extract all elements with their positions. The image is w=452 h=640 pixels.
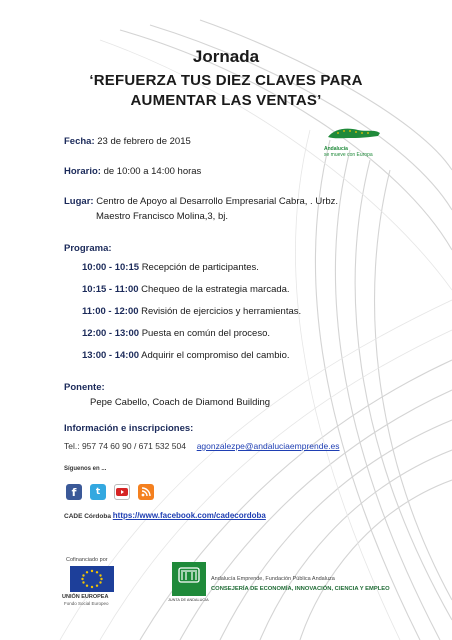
programa-item-desc: Puesta en común del proceso.	[141, 328, 271, 339]
headline-line-2: AUMENTAR LAS VENTAS’	[130, 92, 322, 109]
programa-item-desc: Adquirir el compromiso del cambio.	[141, 350, 290, 361]
eu-sublabel: Fondo Social Europeo	[64, 601, 109, 606]
event-title: Jornada	[192, 47, 260, 66]
andalucia-logo-line-1: Andalucía	[324, 146, 348, 152]
programa-item	[82, 328, 270, 339]
lugar-line-2: Maestro Francisco Molina,3, bj.	[96, 211, 228, 222]
programa-item-time: 11:00 - 12:00	[82, 306, 139, 317]
fecha-label: Fecha:	[64, 136, 95, 147]
eu-flag	[70, 566, 114, 592]
programa-item	[82, 306, 301, 317]
youtube-icon[interactable]	[114, 484, 130, 500]
junta-emblem-icon	[172, 562, 206, 596]
horario-value: de 10:00 a 14:00 horas	[103, 166, 202, 177]
twitter-icon[interactable]: t	[90, 484, 106, 500]
cade-facebook-link[interactable]: https://www.facebook.com/cadecordoba	[112, 511, 266, 520]
andalucia-logo-line-2: se mueve con Europa	[324, 152, 373, 158]
info-label: Información e inscripciones:	[64, 423, 194, 434]
cade-label: CADE Córdoba	[64, 513, 111, 520]
horario-row	[64, 166, 201, 177]
cade-row	[64, 511, 266, 520]
programa-item-desc: Recepción de participantes.	[141, 262, 259, 273]
programa-item-time: 12:00 - 13:00	[82, 328, 140, 339]
consejeria-text: CONSEJERÍA DE ECONOMÍA, INNOVACIÓN, CIENCIA Y EMPLEO	[211, 586, 390, 592]
ponente-label: Ponente:	[64, 382, 105, 393]
info-contact-row	[64, 441, 340, 451]
programa-item	[82, 350, 290, 361]
andalucia-map-icon	[324, 125, 384, 141]
lugar-label: Lugar:	[64, 196, 94, 207]
lugar-row	[64, 196, 338, 207]
programa-item	[82, 284, 290, 295]
fundacion-text: Andalucía Emprende, Fundación Pública Andaluza	[211, 576, 335, 582]
junta-andalucia-logo	[172, 562, 206, 596]
eu-stars-icon	[70, 566, 114, 592]
programa-item-time: 10:00 - 10:15	[82, 262, 140, 273]
programa-item-desc: Revisión de ejercicios y herramientas.	[141, 306, 302, 317]
programa-label: Programa:	[64, 243, 112, 254]
siguenos-label: Síguenos en ...	[64, 466, 107, 472]
programa-item-time: 10:15 - 11:00	[82, 284, 139, 295]
programa-item-desc: Chequeo de la estrategia marcada.	[141, 284, 290, 295]
junta-label: JUNTA DE ANDALUCIA	[168, 598, 209, 602]
programa-item	[82, 262, 259, 273]
facebook-icon[interactable]: f	[66, 484, 82, 500]
rss-icon[interactable]	[138, 484, 154, 500]
info-tel: Tel.: 957 74 60 90 / 671 532 504	[64, 441, 186, 451]
andalucia-europa-logo	[324, 125, 384, 158]
fecha-row	[64, 136, 191, 147]
cofinanciado-label: Cofinanciado por	[66, 557, 108, 563]
eu-label: UNIÓN EUROPEA	[62, 594, 109, 600]
fecha-value: 23 de febrero de 2015	[97, 136, 191, 147]
info-email-link[interactable]: agonzalezpe@andaluciaemprende.es	[196, 441, 340, 451]
ponente-value: Pepe Cabello, Coach de Diamond Building	[90, 397, 271, 408]
horario-label: Horario:	[64, 166, 101, 177]
programa-item-time: 13:00 - 14:00	[82, 350, 140, 361]
headline-line-1: ‘REFUERZA TUS DIEZ CLAVES PARA	[89, 72, 363, 89]
lugar-line-1: Centro de Apoyo al Desarrollo Empresarial Cabra, . Urbz.	[96, 196, 339, 207]
